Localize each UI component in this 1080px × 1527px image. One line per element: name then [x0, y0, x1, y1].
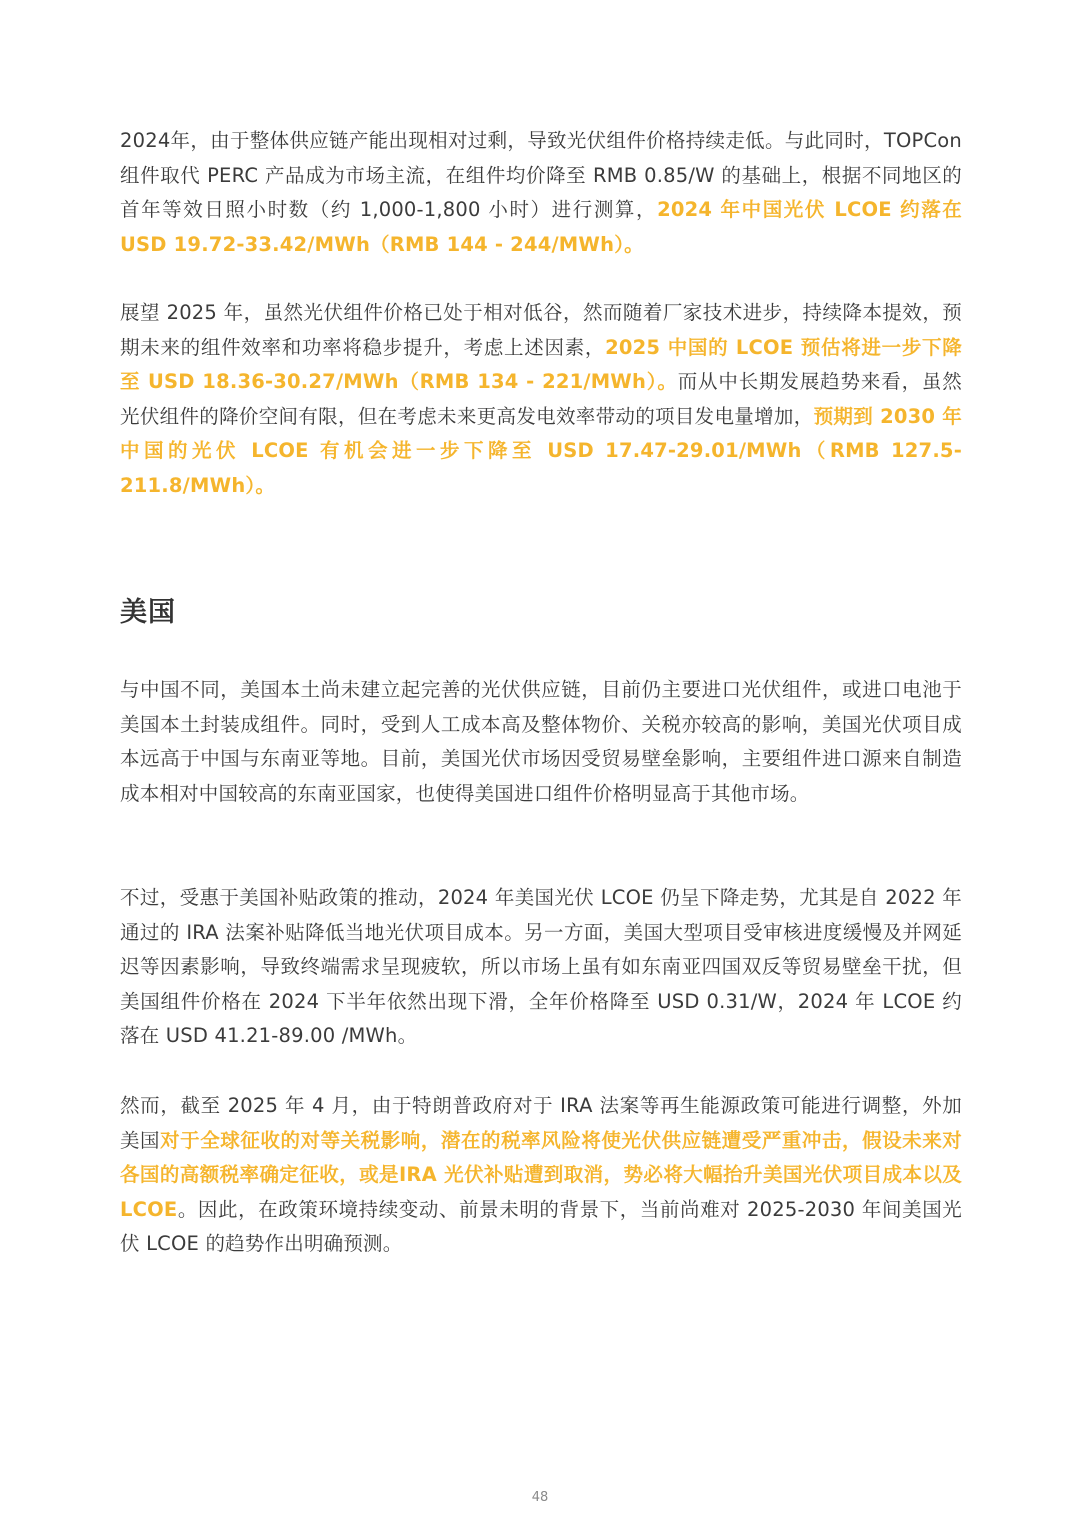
china-lcoe-2024-paragraph [120, 124, 962, 262]
body-text: 不过，受惠于美国补贴政策的推动，2024 年美国光伏 LCOE 仍呈下降走势，尤其是自 2022 年通过的 IRA 法案补贴降低当地光伏项目成本。另一方面，美国大型项目受审核进度缓慢及并网延迟等因素影响，导致终端需求呈现疲软，所以市场上虽有如东南亚四国双反等贸易壁垒干扰，但美国组件价格在 2024 下半年依然出现下滑，全年价格降至 USD 0.31/W，2024 年 LCOE 约落在 USD 41.21-89.00 /MWh。 [120, 886, 962, 1048]
usa-policy-risk-paragraph [120, 1089, 962, 1262]
section-heading-usa: 美国 [120, 597, 176, 628]
body-text: 而从中长期发展趋势来看，虽然光伏组件的降价空间有限，但在考虑未来更高发电效率带动的项目发电量增加， [120, 370, 962, 428]
body-text: 与中国不同，美国本土尚未建立起完善的光伏供应链，目前仍主要进口光伏组件，或进口电池于美国本土封装成组件。同时，受到人工成本高及整体物价、关税亦较高的影响，美国光伏项目成本远高于中国与东南亚等地。目前，美国光伏市场因受贸易壁垒影响，主要组件进口源来自制造成本相对中国较高的东南亚国家，也使得美国进口组件价格明显高于其他市场。 [120, 678, 962, 805]
china-lcoe-outlook-paragraph [120, 296, 962, 504]
body-text: 展望 2025 年，虽然光伏组件价格已处于相对低谷，然而随着厂家技术进步，持续降本提效，预期未来的组件效率和功率将稳步提升，考虑上述因素， [120, 301, 962, 359]
highlight-text: 预期到 2030 年中国的光伏 LCOE 有机会进一步下降至 USD 17.47-29.01/MWh（RMB 127.5-211.8/MWh）。 [120, 404, 962, 497]
page-number: 48 [531, 1490, 549, 1505]
body-text: 。因此，在政策环境持续变动、前景未明的背景下，当前尚难对 2025-2030 年间美国光伏 LCOE 的趋势作出明确预测。 [120, 1197, 962, 1256]
highlight-text: 2025 中国的 LCOE 预估将进一步下降至 USD 18.36-30.27/MWh（RMB 134 - 221/MWh）。 [120, 335, 962, 394]
highlight-text: 对于全球征收的对等关税影响，潜在的税率风险将使光伏供应链遭受严重冲击，假设未来对各国的高额税率确定征收，或是IRA 光伏补贴遭到取消，势必将大幅抬升美国光伏项目成本以及 LCOE [120, 1128, 962, 1221]
highlight-text: 2024 年中国光伏 LCOE 约落在 USD 19.72-33.42/MWh（RMB 144 - 244/MWh）。 [120, 198, 963, 256]
body-text: 2024年，由于整体供应链产能出现相对过剩，导致光伏组件价格持续走低。与此同时，TOPCon 组件取代 PERC 产品成为市场主流，在组件均价降至 RMB 0.85/W 的基础上，根据不同地区的首年等效日照小时数（约 1,000-1,800 小时）进行测算， [120, 129, 962, 222]
usa-supply-chain-paragraph [120, 673, 962, 811]
body-text: 然而，截至 2025 年 4 月，由于特朗普政府对于 IRA 法案等再生能源政策可能进行调整，外加美国 [120, 1094, 962, 1152]
usa-lcoe-2024-paragraph [120, 881, 962, 1054]
